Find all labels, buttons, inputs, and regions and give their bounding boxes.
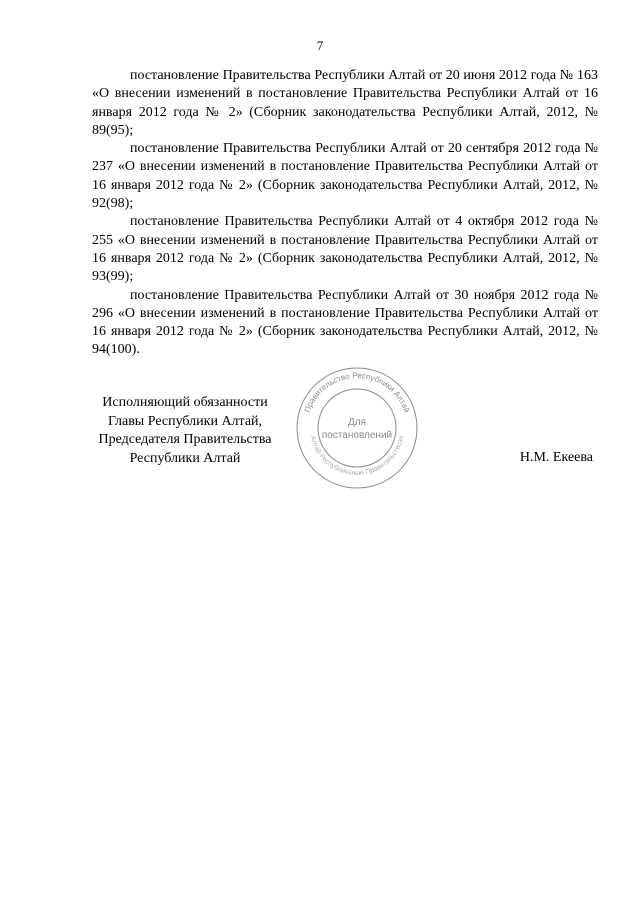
signatory-line-3: Председателя Правительства	[98, 432, 272, 447]
paragraph-1: постановление Правительства Республики Алтай от 20 июня 2012 года № 163 «О внесении изменений в постановление Правительства Республики Алтай от 16 января 2012 года № 2» (Сборник законодательства Республики Алтай, 2012, № 89(95);	[92, 68, 598, 138]
paragraph-4: постановление Правительства Республики Алтай от 30 ноября 2012 года № 296 «О внесении изменений в постановление Правительства Республики Алтай от 16 января 2012 года № 2» (Сборник законодательства Республики Алтай, 2012, № 94(100).	[92, 287, 598, 358]
seal-inner-ring	[318, 389, 396, 467]
signatory-line-2: Главы Республики Алтай,	[107, 413, 263, 429]
paragraph-2: постановление Правительства Республики Алтай от 20 сентября 2012 года № 237 «О внесении изменений в постановление Правительства Республики Алтай от 16 января 2012 года № 2» (Сборник законодательства Республики Алтай, 2012, № 92(98);	[92, 141, 598, 212]
signatory-line-4: Республики Алтай	[129, 450, 241, 466]
official-seal	[293, 364, 421, 492]
signatory-title	[86, 394, 284, 468]
seal-center-line-1: Для	[347, 417, 367, 428]
document-body	[92, 67, 598, 360]
seal-center-line-2: постановлений	[321, 430, 393, 441]
page-number: 7	[316, 38, 324, 53]
signer-name: Н.М. Екеева	[519, 450, 593, 465]
seal-outer-text: Правительство Республики Алтай	[302, 370, 412, 414]
seal-lower-text: Алтай Республиканын Правительствози	[308, 435, 406, 478]
paragraph-3: постановление Правительства Республики Алтай от 4 октября 2012 года № 255 «О внесении изменений в постановление Правительства Республики Алтай от 16 января 2012 года № 2» (Сборник законодательства Республики Алтай, 2012, № 93(99);	[92, 214, 598, 285]
signatory-line-1: Исполняющий обязанности	[102, 395, 268, 410]
